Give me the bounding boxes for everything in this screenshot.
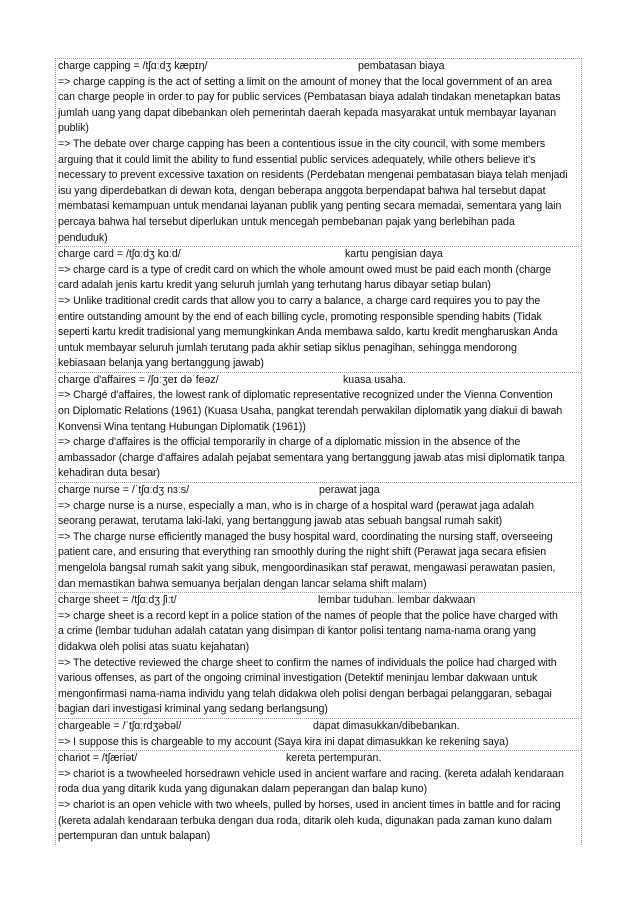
entry-line: membatasi kemampuan untuk mendanai layanan publik yang penting secara memadai, sementara yang lain (58, 200, 562, 213)
entry-term: charge card = /tʃɑːdʒ kɑːd/ (58, 248, 181, 261)
entry-line: untuk membayar seluruh jumlah terutang pada akhir setiap siklus penagihan, sehingga mendorong (58, 341, 517, 354)
entry-line: patient care, and ensuring that everything ran smoothly during the night shift (Perawat jaga secara efisien (58, 546, 547, 559)
entry-line: bagian dari investigasi kriminal yang sedang berlangsung) (58, 703, 328, 716)
entry-line: can charge people in order to pay for public services (Pembatasan biaya adalah tindakan menetapkan batas (58, 91, 561, 104)
glossary-entry (56, 751, 581, 845)
entry-line: arguing that it could limit the ability to fund essential public services adequately, while others believe it's (58, 153, 536, 166)
entry-term: chargeable = /ˈtʃɑːrdʒəbəl/ (58, 719, 182, 732)
entry-translation: lembar tuduhan. lembar dakwaan (318, 594, 476, 607)
entry-line: isu yang diperdebatkan di dewan kota, dengan beberapa anggota berpendapat bahwa hal tersebut dapat (58, 184, 546, 197)
entry-line: necessary to prevent excessive taxation on residents (Perdebatan mengenai pembatasan biaya telah menjadi (58, 169, 568, 182)
entry-line: roda dua yang ditarik kuda yang digunakan dalam peperangan dan balap kuno) (58, 783, 428, 796)
entry-line: publik) (58, 122, 89, 135)
entry-line: a crime (lembar tuduhan adalah catatan yang disimpan di kantor polisi tentang nama-nama orang yang (58, 625, 536, 638)
entry-line: => chariot is an open vehicle with two wheels, pulled by horses, used in ancient times in battle and for racing (58, 798, 561, 811)
entry-line: => The debate over charge capping has been a contentious issue in the city council, with some members (58, 137, 546, 150)
entry-line: mengelola bangsal rumah sakit yang sibuk, mengoordinasikan staf perawat, mengawasi perawatan pasien, (58, 562, 556, 574)
entry-translation: kuasa usaha. (343, 373, 407, 386)
entry-line: various offenses, as part of the ongoing criminal investigation (Detektif meninjau lembar dakwaan untuk (58, 672, 538, 685)
entry-line: => charge nurse is a nurse, especially a man, who is in charge of a hospital ward (perawat jaga adalah (58, 499, 535, 512)
entry-line: penduduk) (58, 231, 108, 244)
entry-line: mengonfirmasi nama-nama individu yang telah didakwa oleh polisi dengan berbagai pelanggaran, sebagai (58, 687, 552, 700)
entry-header (57, 751, 580, 767)
entry-line: => The detective reviewed the charge sheet to confirm the names of individuals the police had charged with (58, 656, 557, 669)
entry-line: => I suppose this is chargeable to my account (Saya kira ini dapat dimasukkan ke rekening saya) (58, 735, 509, 748)
entry-translation: kartu pengisian daya (345, 248, 443, 261)
glossary-entry (56, 373, 581, 483)
entry-translation: pembatasan biaya (358, 60, 445, 72)
entry-line: => Unlike traditional credit cards that allow you to carry a balance, a charge card requires you to pay the (58, 294, 541, 307)
glossary-entry (56, 247, 581, 373)
entry-line: entire outstanding amount by the end of each billing cycle, promoting responsible spending habits (Tidak (58, 310, 542, 323)
entry-header (57, 483, 580, 499)
entry-line: kehadiran duta besar) (58, 467, 161, 480)
entry-line: => chariot is a twowheeled horsedrawn vehicle used in ancient warfare and racing. (kereta adalah kendaraan (58, 767, 564, 780)
entry-term: chariot = /tʃæriət/ (58, 752, 138, 765)
entry-line: didakwa oleh polisi atas suatu kejahatan) (58, 640, 250, 653)
entry-translation: dapat dimasukkan/dibebankan. (313, 719, 460, 732)
entry-line: (kereta adalah kendaraan terbuka dengan dua roda, ditarik oleh kuda, digunakan pada zaman kuno dalam (58, 814, 552, 827)
entry-line: ambassador (charge d'affaires adalah pejabat sementara yang bertanggung jawab atas misi diplomatik tanpa (58, 451, 565, 464)
glossary-entry (56, 59, 581, 247)
entry-term: charge sheet = /tʃɑːdʒ ʃiːt/ (58, 594, 177, 607)
glossary-entries (55, 58, 582, 845)
entry-line: percaya bahwa hal tersebut diperlukan untuk mencegah pembebanan pajak yang berlebihan pada (58, 215, 515, 228)
entry-line: seorang perawat, terutama laki-laki, yang bertanggung jawab atas sebuah bangsal rumah sakit) (58, 515, 503, 528)
entry-line: => charge capping is the act of setting a limit on the amount of money that the local government of an area (58, 75, 553, 88)
entry-term: charge d'affaires = /ʃɑːʒeɪ dəˈfeəz/ (58, 373, 219, 386)
entry-header (57, 373, 580, 389)
entry-line: jumlah uang yang dapat dibebankan oleh pemerintah daerah kepada masyarakat untuk membayar layanan (58, 106, 557, 119)
entry-line: => The charge nurse efficiently managed the busy hospital ward, coordinating the nursing staff, overseeing (58, 530, 553, 543)
entry-line: seperti kartu kredit tradisional yang memungkinkan Anda membawa saldo, kartu kredit mengharuskan Anda (58, 326, 558, 339)
glossary-entry (56, 593, 581, 719)
entry-header (57, 247, 580, 263)
entry-line: pertempuran dan untuk balapan) (58, 830, 211, 843)
entry-header (57, 59, 580, 75)
glossary-entry (56, 483, 581, 593)
entry-translation: kereta pertempuran. (286, 752, 382, 765)
entry-line: kebiasaan belanja yang bertanggung jawab) (58, 357, 264, 370)
glossary-entry (56, 719, 581, 751)
entry-line: on Diplomatic Relations (1961) (Kuasa Usaha, pangkat terendah perwakilan diplomatik yang diakui di bawah (58, 405, 563, 418)
entry-header (57, 593, 580, 609)
entry-line: Konvensi Wina tentang Hubungan Diplomatik (1961)) (58, 420, 306, 433)
entry-line: => Chargé d'affaires, the lowest rank of diplomatic representative recognized under the Vienna Convention (58, 389, 553, 402)
entry-header (57, 719, 580, 735)
entry-term: charge capping = /tʃɑːdʒ kæpɪŋ/ (58, 60, 208, 72)
entry-line: => charge sheet is a record kept in a police station of the names of people that the police have charged with (58, 609, 558, 622)
entry-term: charge nurse = /ˈtʃɑːdʒ nɜːs/ (58, 484, 190, 497)
entry-line: => charge d'affaires is the official temporarily in charge of a diplomatic mission in the absence of the (58, 436, 521, 449)
entry-translation: perawat jaga (319, 484, 380, 497)
entry-line: card adalah jenis kartu kredit yang seluruh jumlah yang terhutang harus dibayar setiap bulan) (58, 279, 491, 292)
entry-line: dan memastikan bahwa semuanya berjalan dengan lancar selama shift malam) (58, 577, 427, 590)
entry-line: => charge card is a type of credit card on which the whole amount owed must be paid each month (charge (58, 263, 552, 276)
